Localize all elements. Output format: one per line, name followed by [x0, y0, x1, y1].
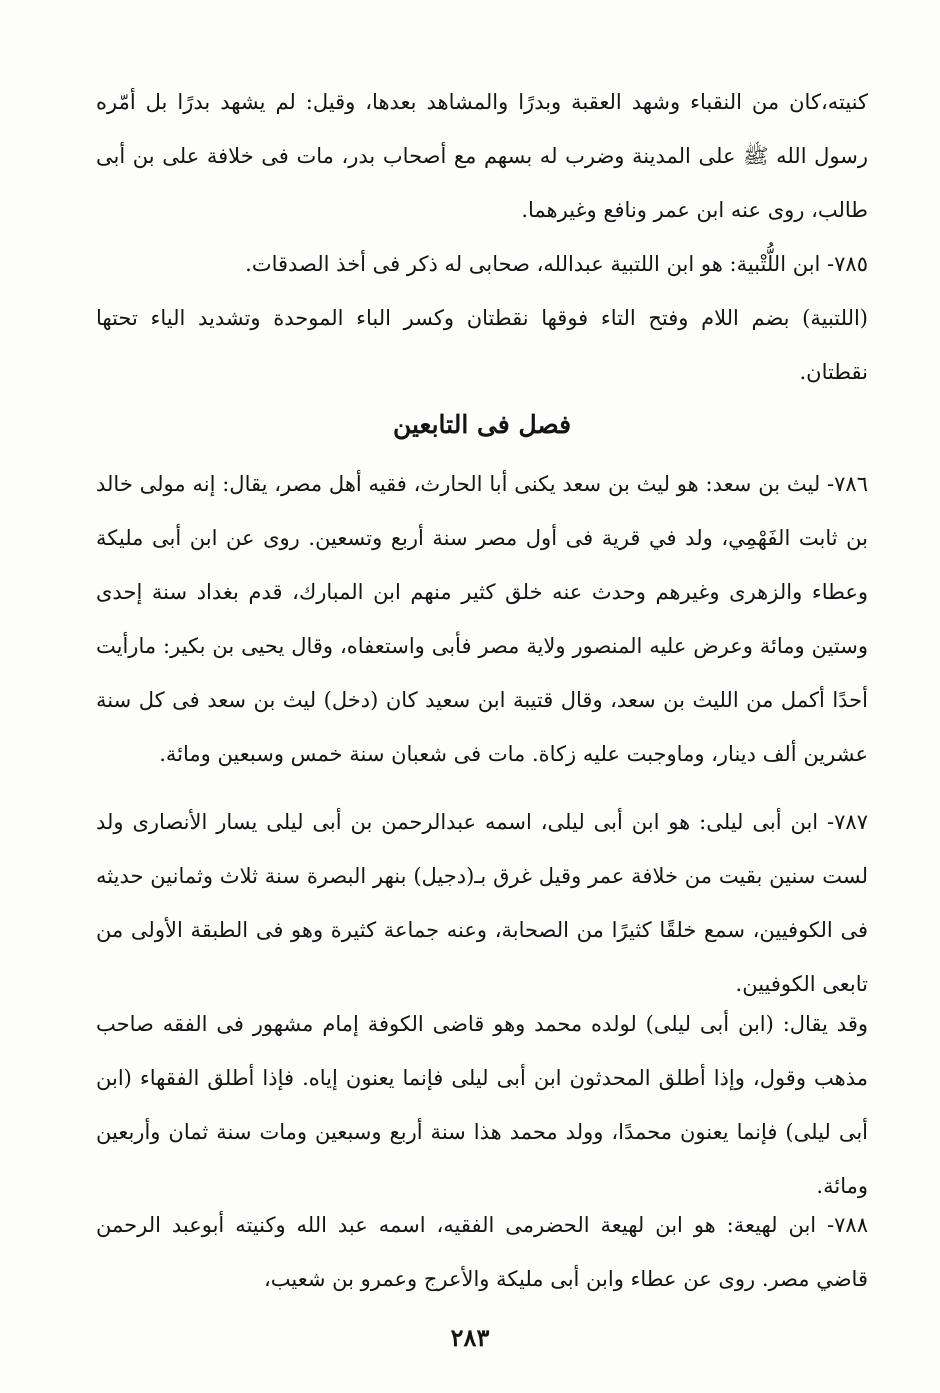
entry-785: ٧٨٥- ابن اللُّتْبية: هو ابن اللتبية عبدالله، صحابى له ذكر فى أخذ الصدقات.	[245, 252, 868, 276]
entry-785-note: (اللتبية) بضم اللام وفتح التاء فوقها نقطتان وكسر الباء الموحدة وتشديد الياء تحتها نقطتان.	[96, 306, 868, 384]
entry-788: ٧٨٨- ابن لهيعة: هو ابن لهيعة الحضرمى الفقيه، اسمه عبد الله وكنيته أبوعبد الرحمن قاضي مصر. روى عن عطاء وابن أبى مليكة والأعرج وعمرو بن شعيب،	[96, 1213, 868, 1291]
entry-786: ٧٨٦- ليث بن سعد: هو ليث بن سعد يكنى أبا الحارث، فقيه أهل مصر، يقال: إنه مولى خالد بن ثابت الفَهْمِي، ولد في قرية فى أول مصر سنة أربع وتسعين. روى عن ابن أبى مليكة وعطاء والزهرى وغيرهم وحدث عنه خلق كثير منهم ابن المبارك، قدم بغداد سنة إحدى وستين ومائة وعرض عليه المنصور ولاية مصر فأبى واستعفاه، وقال يحيى بن بكير: مارأيت أحدًا أكمل من الليث بن سعد، وقال قتيبة ابن سعيد كان (دخل) ليث بن سعد فى كل سنة عشرين ألف دينار، وماوجبت عليه زكاة. مات فى شعبان سنة خمس وسبعين ومائة.	[96, 472, 868, 766]
entry-787-continuation: وقد يقال: (ابن أبى ليلى) لولده محمد وهو قاضى الكوفة إمام مشهور فى الفقه صاحب مذهب وقول، وإذا أطلق المحدثون ابن أبى ليلى فإنما يعنون إياه. فإذا أطلق الفقهاء (ابن أبى ليلى) فإنما يعنون محمدًا، وولد محمد هذا سنة أربع وسبعين ومات سنة ثمان وأربعين ومائة.	[96, 1012, 868, 1198]
section-heading: فصل فى التابعين	[392, 410, 572, 439]
page-number: ٢٨٣	[450, 1323, 490, 1352]
paragraph-intro: كنيته،كان من النقباء وشهد العقبة وبدرًا والمشاهد بعدها، وقيل: لم يشهد بدرًا بل أمّره رسول الله ﷺ على المدينة وضرب له بسهم مع أصحاب بدر، مات فى خلافة على بن أبى طالب، روى عنه ابن عمر ونافع وغيرهما.	[96, 90, 868, 222]
entry-787: ٧٨٧- ابن أبى ليلى: هو ابن أبى ليلى، اسمه عبدالرحمن بن أبى ليلى يسار الأنصارى ولد لست سنين بقيت من خلافة عمر وقيل غرق بـ(دجيل) بنهر البصرة سنة ثلاث وثمانين حديثه فى الكوفيين، سمع خلقًا كثيرًا من الصحابة، وعنه جماعة كثيرة وهو فى الطبقة الأولى من تابعى الكوفيين.	[96, 810, 868, 996]
